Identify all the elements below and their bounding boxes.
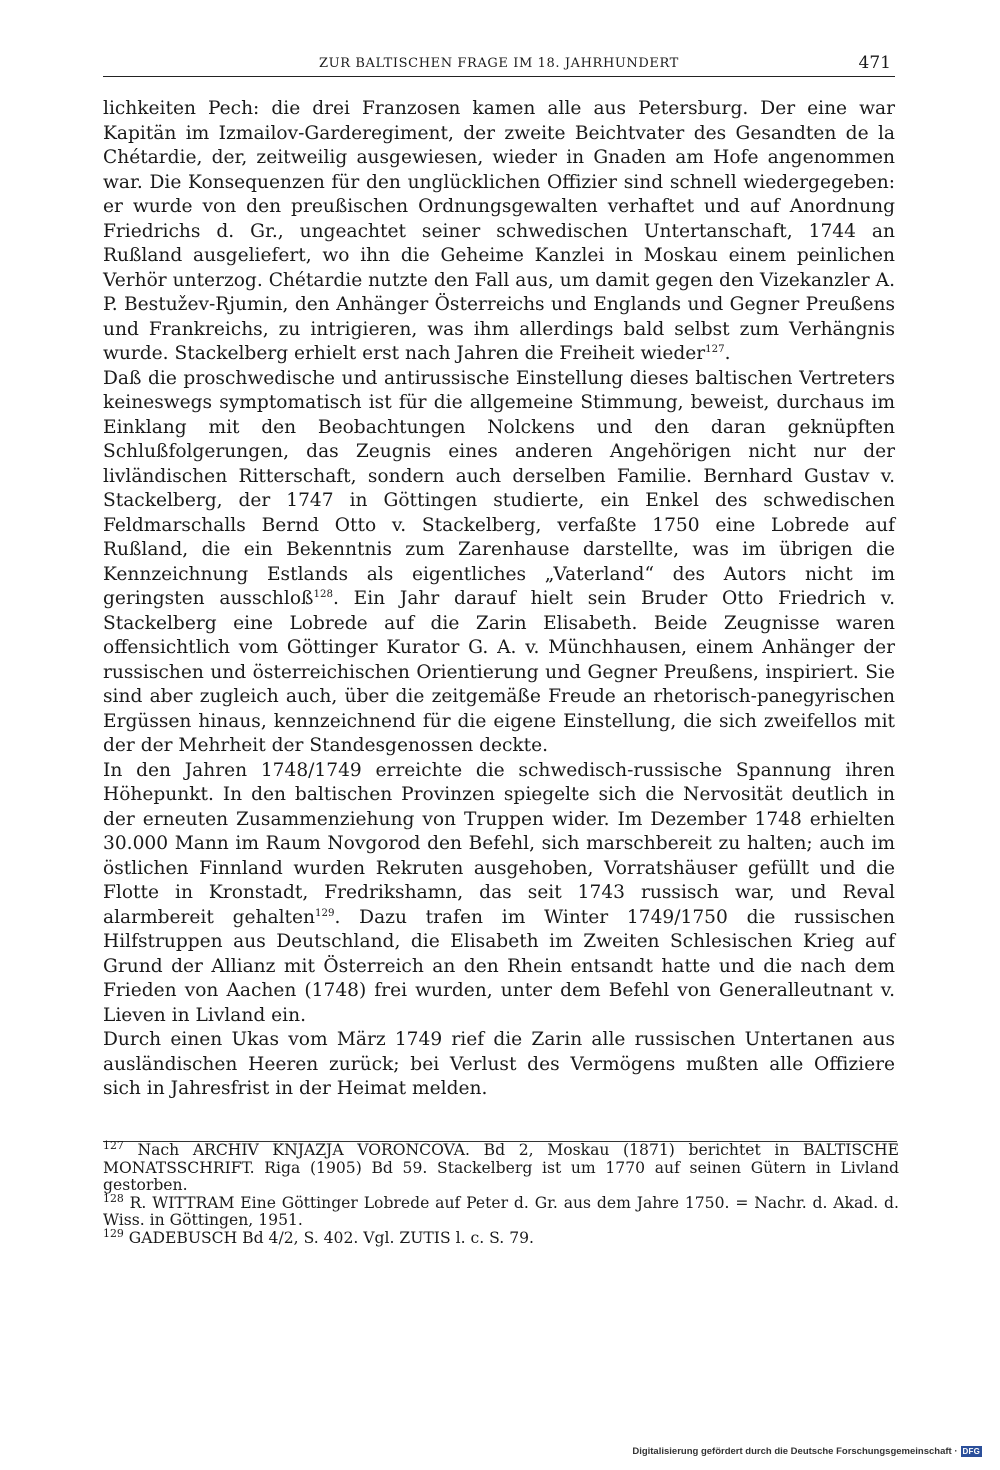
paragraph-text: Daß die proschwedische und antirussische Einstellung dieses baltischen Vertreters keineswegs symptomatisch ist für die allgemeine Stimmung, beweist, durchaus im Einklang mit den Beobachtungen Nolckens und den daran geknüpften Schlußfolgerungen, das Zeugnis eines anderen Angehörigen nicht nur der livländischen Ritterschaft, sondern auch derselben Familie. Bernhard Gustav v. Stackelberg, der 1747 in Göttingen studierte, ein Enkel des schwedischen Feldmarschalls Bernd Otto v. Stackelberg, verfaßte 1750 eine Lobrede auf Rußland, die ein Bekenntnis zum Zarenhause darstellte, was im übrigen die Kennzeichnung Estlands als eigentliches „Vaterland“ des Autors nicht im geringsten ausschloß bbox=[103, 367, 895, 609]
paragraph-text: . Ein Jahr darauf hielt sein Bruder Otto Friedrich v. Stackelberg eine Lobrede auf die Zarin Elisabeth. Beide Zeugnisse waren offensichtlich vom Göttinger Kurator G. A. v. Münchhausen, einem Anhänger der russischen und österreichischen Orientierung und Gegner Preußens, inspiriert. Sie sind aber zugleich auch, über die zeitgemäße Freude an rhetorisch-panegyrischen Ergüssen hinaus, kennzeichnend für die eigene Einstellung, die sich zweifellos mit der der Mehrheit der Standesgenossen deckte. bbox=[103, 588, 895, 756]
body-text bbox=[103, 97, 895, 1102]
paragraph-text: . bbox=[724, 343, 731, 364]
footnote-text: Nach ARCHIV KNJAZJA VORONCOVA. Bd 2, Moskau (1871) berichtet in BALTISCHE MONATSSCHRIFT. Riga (1905) Bd 59. Stackelberg ist um 1770 auf seinen Gütern in Livland gestorben. bbox=[103, 1141, 899, 1195]
paragraph bbox=[103, 367, 895, 759]
footnote-number: 129 bbox=[103, 1226, 124, 1240]
footnote bbox=[103, 1226, 899, 1248]
paragraph bbox=[103, 1028, 895, 1102]
paragraph-text: lichkeiten Pech: die drei Franzosen kamen alle aus Petersburg. Der eine war Kapitän im Izmailov-Garderegiment, der zweite Beichtvater des Gesandten de la Chétardie, der, zeitweilig ausgewiesen, wieder in Gnaden am Hofe angenommen war. Die Konsequenzen für den unglücklichen Offizier sind schnell wiedergegeben: er wurde von den preußischen Ordnungsgewalten verhaftet und auf Anordnung Friedrichs d. Gr., ungeachtet seiner schwedischen Untertanschaft, 1744 an Rußland ausgeliefert, wo ihn die Geheime Kanzlei in Moskau einem peinlichen Verhör unterzog. Chétardie nutzte den Fall aus, um damit gegen den Vizekanzler A. P. Bestužev-Rjumin, den Anhänger Österreichs und Englands und Gegner Preußens und Frankreichs, zu intrigieren, was ihm allerdings bald selbst zum Verhängnis wurde. Stackelberg erhielt erst nach Jahren die Freiheit wieder bbox=[103, 98, 895, 364]
footnote-reference: 127 bbox=[705, 343, 725, 355]
footnote-text: R. WITTRAM Eine Göttinger Lobrede auf Peter d. Gr. aus dem Jahre 1750. = Nachr. d. Akad. d. Wiss. in Göttingen, 1951. bbox=[103, 1193, 899, 1230]
paragraph-text: Durch einen Ukas vom März 1749 rief die Zarin alle russischen Untertanen aus ausländischen Heeren zurück; bei Verlust des Vermögens mußten alle Offiziere sich in Jahresfrist in der Heimat melden. bbox=[103, 1029, 895, 1099]
footnotes bbox=[103, 1138, 899, 1248]
footnote-number: 128 bbox=[103, 1191, 124, 1205]
paragraph bbox=[103, 759, 895, 1029]
footnote bbox=[103, 1138, 899, 1195]
running-title: ZUR BALTISCHEN FRAGE IM 18. JAHRHUNDERT bbox=[319, 56, 679, 71]
footnote-text: GADEBUSCH Bd 4/2, S. 402. Vgl. ZUTIS l. c. S. 79. bbox=[123, 1228, 534, 1247]
footnote-reference: 129 bbox=[314, 907, 335, 919]
footnote bbox=[103, 1191, 899, 1230]
page-number: 471 bbox=[858, 53, 891, 73]
credit-text: Digitalisierung gefördert durch die Deutsche Forschungsgemeinschaft · bbox=[632, 1446, 958, 1457]
footnote-reference: 128 bbox=[313, 588, 333, 600]
paragraph-text: In den Jahren 1748/1749 erreichte die schwedisch-russische Spannung ihren Höhepunkt. In den baltischen Provinzen spiegelte sich die Nervosität deutlich in der erneuten Zusammenziehung von Truppen wider. Im Dezember 1748 erhielten 30.000 Mann im Raum Novgorod den Befehl, sich marschbereit zu halten; auch im östlichen Finnland wurden Rekruten ausgehoben, Vorratshäuser gefüllt und die Flotte in Kronstadt, Fredrikshamn, das seit 1743 russisch war, und Reval alarmbereit gehalten bbox=[103, 759, 895, 928]
paragraph bbox=[103, 97, 895, 367]
paragraph-text: . Dazu trafen im Winter 1749/1750 die russischen Hilfstruppen aus Deutschland, die Elisabeth im Zweiten Schlesischen Krieg auf Grund der Allianz mit Österreich an den Rhein entsandt hatte und die nach dem Frieden von Aachen (1748) frei wurden, unter dem Befehl von Generalleutnant v. Lieven in Livland ein. bbox=[103, 906, 895, 1026]
dfg-logo-icon: DFG bbox=[962, 1447, 980, 1456]
digitization-credit bbox=[632, 1446, 982, 1457]
footnote-number: 127 bbox=[103, 1138, 124, 1152]
running-header bbox=[103, 53, 895, 77]
